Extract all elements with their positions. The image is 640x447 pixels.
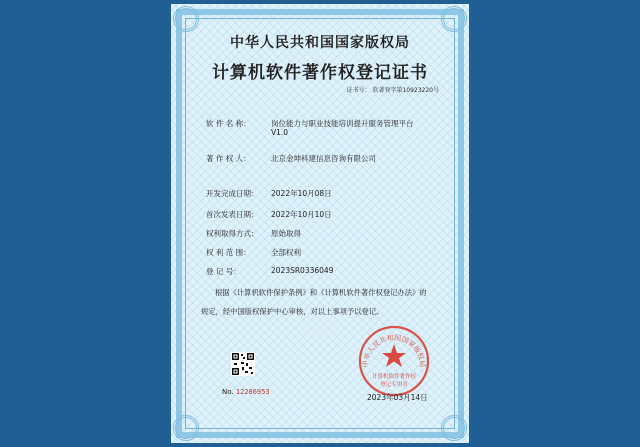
acquire-label: 权利取得方式： (206, 229, 259, 238)
certificate (171, 4, 469, 443)
serial-prefix: No. (222, 388, 234, 396)
official-seal (357, 324, 431, 398)
pub-date-value: 2022年10月10日 (271, 210, 332, 219)
registration-value: 2023SR0336049 (271, 266, 334, 275)
corner-ornament (441, 6, 467, 32)
star-icon (382, 344, 406, 367)
owner-field (206, 153, 376, 164)
dev-date-value: 2022年10月08日 (271, 189, 332, 198)
registration-label: 登 记 号： (206, 267, 241, 276)
corner-ornament (173, 415, 199, 441)
registration-field (206, 266, 334, 277)
corner-ornament (173, 6, 199, 32)
dev-date-field (206, 188, 332, 199)
scope-value: 全部权利 (271, 248, 301, 257)
pub-date-field (206, 209, 332, 220)
seal-ring-text: 中华人民共和国国家版权局 (361, 333, 427, 368)
legal-paragraph-line2: 规定，经中国版权保护中心审核，对以上事项予以登记。 (201, 307, 384, 316)
seal-line2: 登记专用章 (380, 382, 408, 388)
issuer-title: 中华人民共和国国家版权局 (230, 35, 410, 51)
seal-line1: 计算机软件著作权 (371, 374, 417, 380)
qr-code (231, 352, 255, 376)
certificate-number: 证书号： 软著登字第10923220号 (346, 87, 439, 94)
acquire-field (206, 228, 301, 239)
dev-date-label: 开发完成日期： (206, 189, 259, 198)
owner-label: 著 作 权 人： (206, 154, 251, 163)
corner-ornament (441, 415, 467, 441)
serial-value: 12286953 (235, 388, 270, 396)
software-name-label: 软 件 名 称： (206, 119, 251, 128)
pub-date-label: 首次发表日期： (206, 210, 259, 219)
software-name-value: 岗位能力与职业技能培训提升服务管理平台 (271, 119, 414, 128)
scope-field (206, 247, 301, 258)
legal-paragraph-line1: 根据《计算机软件保护条例》和《计算机软件著作权登记办法》的 (215, 288, 427, 297)
software-version-value: V1.0 (271, 128, 289, 137)
serial-number (222, 388, 270, 396)
scope-label: 权 利 范 围： (206, 248, 251, 257)
acquire-value: 原始取得 (271, 229, 301, 238)
software-name-field (206, 118, 414, 137)
owner-value: 北京金坤科建信息咨询有限公司 (271, 154, 376, 163)
certificate-title: 计算机软件著作权登记证书 (212, 63, 428, 83)
issue-date: 2023年03月14日 (367, 393, 428, 402)
